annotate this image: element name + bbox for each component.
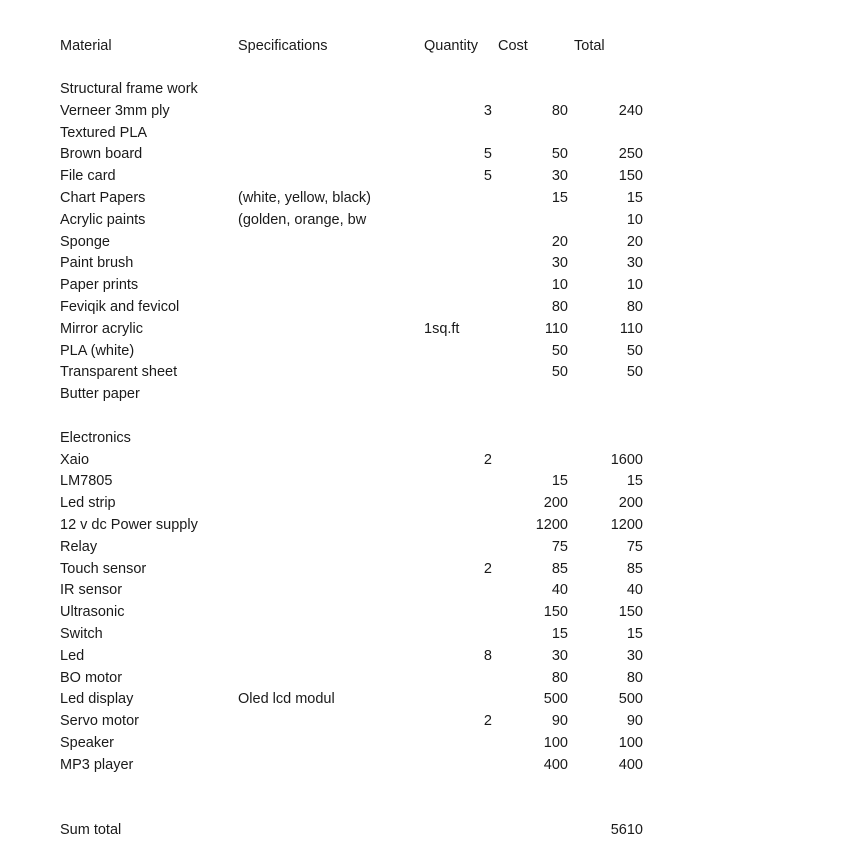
material-cell: 12 v dc Power supply bbox=[60, 517, 198, 533]
specification-cell: (white, yellow, black) bbox=[238, 190, 371, 206]
table-row bbox=[0, 732, 863, 754]
table-row bbox=[0, 449, 863, 471]
material-cell: Servo motor bbox=[60, 713, 139, 730]
table-row bbox=[0, 623, 863, 645]
header-row bbox=[0, 35, 863, 57]
cost-cell: 50 bbox=[551, 146, 568, 163]
quantity-cell: 5 bbox=[483, 146, 492, 163]
table-row bbox=[0, 492, 863, 514]
table-row bbox=[0, 470, 863, 492]
cost-cell: 80 bbox=[551, 102, 568, 119]
specification-cell: Oled lcd modul bbox=[238, 691, 335, 708]
total-cell: 1200 bbox=[610, 517, 643, 533]
table-row bbox=[0, 122, 863, 144]
material-cell: Chart Papers bbox=[60, 190, 146, 206]
cost-cell: 110 bbox=[544, 320, 568, 337]
table-row bbox=[0, 143, 863, 165]
material-cell: Led bbox=[60, 647, 85, 664]
quantity-cell: 8 bbox=[483, 647, 492, 664]
material-cell: Textured PLA bbox=[60, 124, 148, 141]
material-cell: Touch sensor bbox=[60, 560, 147, 577]
total-cell: 110 bbox=[619, 320, 643, 337]
material-cell: Xaio bbox=[60, 451, 90, 468]
material-cell: Sponge bbox=[60, 233, 110, 250]
table-row bbox=[0, 688, 863, 710]
material-cell: Acrylic paints bbox=[60, 211, 146, 228]
total-cell: 15 bbox=[626, 473, 643, 490]
total-cell: 1600 bbox=[610, 451, 643, 468]
total-cell: 240 bbox=[618, 102, 643, 119]
total-cell: 150 bbox=[618, 604, 643, 621]
header-specifications: Specifications bbox=[238, 38, 328, 54]
table-row bbox=[0, 274, 863, 296]
table-row bbox=[0, 536, 863, 558]
cost-cell: 15 bbox=[551, 190, 568, 206]
material-cell: Verneer 3mm ply bbox=[60, 102, 170, 119]
cost-cell: 80 bbox=[551, 299, 568, 315]
total-cell: 50 bbox=[626, 342, 643, 359]
table-row bbox=[0, 187, 863, 209]
section-title-row bbox=[0, 427, 863, 449]
cost-cell: 50 bbox=[551, 342, 568, 359]
total-cell: 100 bbox=[618, 735, 643, 751]
cost-cell: 30 bbox=[551, 255, 568, 272]
total-cell: 30 bbox=[626, 255, 643, 272]
total-cell: 15 bbox=[626, 190, 643, 206]
material-cell: Paper prints bbox=[60, 277, 139, 294]
total-cell: 30 bbox=[626, 647, 643, 664]
material-cell: Led strip bbox=[60, 495, 116, 512]
header-quantity: Quantity bbox=[424, 38, 478, 54]
quantity-cell: 1sq.ft bbox=[424, 320, 460, 337]
total-cell: 10 bbox=[626, 211, 643, 228]
quantity-cell: 2 bbox=[483, 713, 492, 730]
quantity-cell: 5 bbox=[483, 168, 492, 185]
cost-cell: 150 bbox=[543, 604, 568, 621]
material-cell: Ultrasonic bbox=[60, 604, 125, 621]
material-cell: MP3 player bbox=[60, 756, 134, 773]
material-cell: PLA (white) bbox=[60, 342, 135, 359]
material-cell: BO motor bbox=[60, 669, 123, 686]
table-row bbox=[0, 667, 863, 689]
material-cell: Led display bbox=[60, 691, 134, 708]
total-cell: 400 bbox=[618, 756, 643, 773]
cost-cell: 20 bbox=[551, 233, 568, 250]
table-row bbox=[0, 383, 863, 405]
table-row bbox=[0, 252, 863, 274]
total-cell: 150 bbox=[618, 168, 643, 185]
quantity-cell: 2 bbox=[483, 451, 492, 468]
cost-cell: 30 bbox=[551, 647, 568, 664]
cost-cell: 80 bbox=[551, 669, 568, 686]
header-cost: Cost bbox=[498, 38, 528, 54]
cost-cell: 15 bbox=[551, 626, 568, 642]
total-cell: 15 bbox=[626, 626, 643, 642]
section-title: Structural frame work bbox=[60, 81, 198, 97]
total-cell: 250 bbox=[618, 146, 643, 163]
table-row bbox=[0, 558, 863, 580]
material-cell: Feviqik and fevicol bbox=[60, 299, 180, 315]
table-row bbox=[0, 231, 863, 253]
table-row bbox=[0, 340, 863, 362]
cost-cell: 85 bbox=[551, 560, 568, 577]
total-cell: 50 bbox=[626, 364, 643, 381]
material-cell: IR sensor bbox=[60, 582, 123, 599]
quantity-cell: 2 bbox=[483, 560, 492, 577]
quantity-cell: 3 bbox=[483, 102, 492, 119]
total-cell: 90 bbox=[626, 713, 643, 730]
cost-cell: 200 bbox=[543, 495, 568, 512]
table-row bbox=[0, 754, 863, 776]
total-cell: 40 bbox=[626, 582, 643, 599]
table-row bbox=[0, 209, 863, 231]
cost-cell: 100 bbox=[543, 735, 568, 751]
header-material: Material bbox=[60, 38, 112, 54]
table-row bbox=[0, 601, 863, 623]
material-cell: Transparent sheet bbox=[60, 364, 178, 381]
total-cell: 80 bbox=[626, 299, 643, 315]
header-total: Total bbox=[574, 38, 605, 54]
table-row bbox=[0, 296, 863, 318]
total-cell: 20 bbox=[626, 233, 643, 250]
material-cell: Butter paper bbox=[60, 386, 140, 403]
section-title: Electronics bbox=[60, 429, 131, 446]
cost-cell: 1200 bbox=[535, 517, 568, 533]
table-row bbox=[0, 579, 863, 601]
table-row bbox=[0, 318, 863, 340]
total-cell: 80 bbox=[626, 669, 643, 686]
cost-cell: 50 bbox=[551, 364, 568, 381]
table-row bbox=[0, 100, 863, 122]
total-cell: 200 bbox=[618, 495, 643, 512]
table-row bbox=[0, 361, 863, 383]
sum-total-row bbox=[0, 819, 863, 841]
material-cell: Speaker bbox=[60, 735, 115, 751]
cost-cell: 75 bbox=[551, 538, 568, 555]
table-row bbox=[0, 710, 863, 732]
total-cell: 85 bbox=[626, 560, 643, 577]
cost-cell: 10 bbox=[551, 277, 568, 294]
cost-cell: 30 bbox=[551, 168, 568, 185]
cost-cell: 40 bbox=[551, 582, 568, 599]
table-row bbox=[0, 165, 863, 187]
sum-total-value: 5610 bbox=[610, 822, 643, 838]
material-cell: LM7805 bbox=[60, 473, 113, 490]
material-cell: Brown board bbox=[60, 146, 143, 163]
material-cell: Paint brush bbox=[60, 255, 134, 272]
total-cell: 10 bbox=[626, 277, 643, 294]
cost-cell: 400 bbox=[543, 756, 568, 773]
material-cell: Relay bbox=[60, 538, 98, 555]
material-cell: Switch bbox=[60, 626, 103, 642]
total-cell: 75 bbox=[626, 538, 643, 555]
material-cell: Mirror acrylic bbox=[60, 320, 143, 337]
cost-cell: 500 bbox=[543, 691, 568, 708]
sum-total-label: Sum total bbox=[60, 822, 122, 838]
table-row bbox=[0, 645, 863, 667]
table-row bbox=[0, 514, 863, 536]
total-cell: 500 bbox=[618, 691, 643, 708]
material-cell: File card bbox=[60, 168, 116, 185]
specification-cell: (golden, orange, bw bbox=[238, 211, 367, 228]
section-title-row bbox=[0, 78, 863, 100]
cost-cell: 15 bbox=[551, 473, 568, 490]
cost-cell: 90 bbox=[551, 713, 568, 730]
